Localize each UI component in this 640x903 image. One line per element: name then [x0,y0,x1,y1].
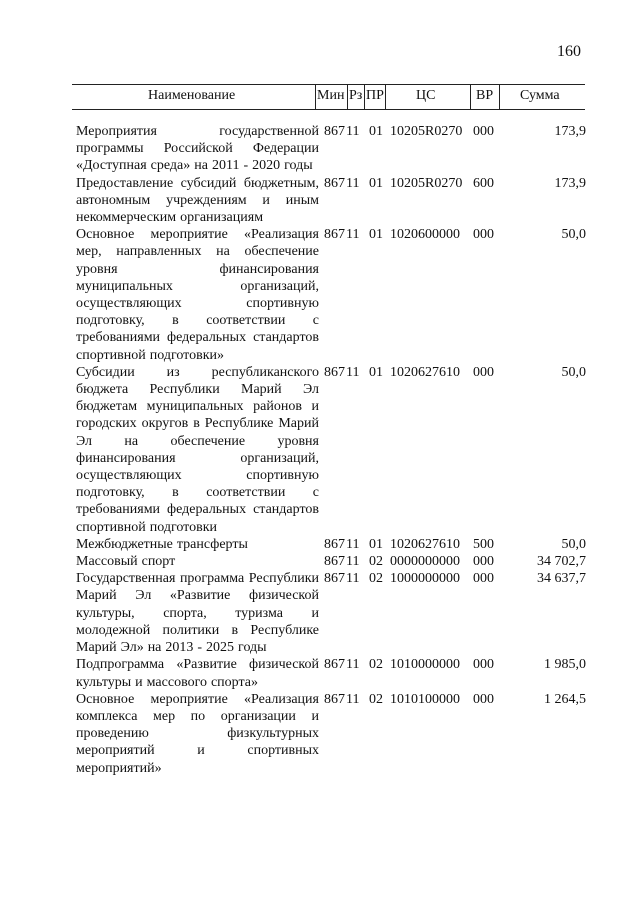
row-sum: 50,0 [561,227,586,243]
row-name: Основное мероприятие «Реализация комплекса мер по организации и проведению физкультурных мероприятий и спортивных мероприятий» [76,691,319,776]
header-vr: ВР [476,88,494,103]
row-min: 867 [324,571,345,587]
row-pr: 01 [369,536,383,552]
row-vr: 500 [473,536,494,552]
row-cs: 10205R0270 [390,175,463,191]
row-pr: 02 [369,571,383,587]
row-cs: 1010000000 [390,657,460,673]
row-name: Государственная программа Республики Марий Эл «Развитие физической культуры, спорта, туризма и молодежной политики в Республике Марий Эл» на 2013 - 2025 годы [76,571,319,656]
header-cs: ЦС [416,88,436,103]
header-sum: Сумма [520,88,560,103]
row-rz: 11 [346,175,360,191]
table-row [76,570,586,656]
table-row [76,175,586,227]
row-rz: 11 [346,536,360,552]
row-min: 867 [324,536,345,552]
row-rz: 11 [346,554,360,570]
row-min: 867 [324,175,345,191]
row-min: 867 [324,364,345,380]
row-cs: 1000000000 [390,571,460,587]
row-pr: 02 [369,657,383,673]
row-pr: 01 [369,175,383,191]
header-divider [364,84,365,110]
table-row [76,123,586,175]
row-pr: 02 [369,554,383,570]
row-vr: 000 [473,364,494,380]
row-pr: 01 [369,364,383,380]
row-sum: 1 985,0 [544,657,586,673]
row-pr: 01 [369,227,383,243]
row-rz: 11 [346,124,360,139]
row-name: Мероприятия государственной программы Российской Федерации «Доступная среда» на 2011 - 2020 годы [76,124,319,174]
row-sum: 50,0 [561,536,586,552]
page-number: 160 [557,43,581,60]
row-cs: 0000000000 [390,554,460,570]
row-name: Субсидии из республиканского бюджета Республики Марий Эл бюджетам муниципальных районов и городских округов в Республике Марий Эл на обеспечение уровня финансирования организаций, осуществляющих спортивную подготовку, в соответствии с требованиями федеральных стандартов спортивной подготовки [76,364,319,535]
row-vr: 600 [473,175,494,191]
row-vr: 000 [473,227,494,243]
row-name: Основное мероприятие «Реализация мер, направленных на обеспечение уровня финансирования муниципальных организаций, осуществляющих спортивную подготовку, в соответствии с требованиями федеральных стандартов спортивной подготовки» [76,227,319,363]
row-min: 867 [324,227,345,243]
row-cs: 1010100000 [390,691,460,707]
row-sum: 1 264,5 [544,691,586,707]
header-rz: Рз [349,88,363,103]
row-min: 867 [324,657,345,673]
row-pr: 02 [369,691,383,707]
row-rz: 11 [346,364,360,380]
header-bottom-rule [72,109,585,110]
row-rz: 11 [346,657,360,673]
row-min: 867 [324,691,345,707]
header-pr: ПР [366,88,384,103]
table-body [76,123,586,777]
row-cs: 1020627610 [390,536,460,552]
row-min: 867 [324,124,345,139]
row-vr: 000 [473,657,494,673]
header-divider [385,84,386,110]
table-row [76,226,586,364]
row-sum: 34 637,7 [537,571,586,587]
row-cs: 10205R0270 [390,124,463,139]
row-vr: 000 [473,691,494,707]
row-sum: 34 702,7 [537,554,586,570]
row-sum: 173,9 [554,124,586,139]
row-name: Подпрограмма «Развитие физической культуры и массового спорта» [76,657,319,690]
table-row [76,691,586,777]
row-pr: 01 [369,124,383,139]
table-row [76,536,586,553]
header-divider [347,84,348,110]
row-vr: 000 [473,571,494,587]
table-header [72,84,585,110]
row-sum: 173,9 [554,175,586,191]
header-divider [470,84,471,110]
table-row [76,656,586,690]
row-vr: 000 [473,124,494,139]
row-cs: 1020627610 [390,364,460,380]
table-row [76,553,586,570]
row-vr: 000 [473,554,494,570]
row-sum: 50,0 [561,364,586,380]
row-min: 867 [324,554,345,570]
row-rz: 11 [346,227,360,243]
header-divider [499,84,500,110]
row-name: Массовый спорт [76,554,176,570]
row-name: Межбюджетные трансферты [76,536,248,552]
header-name: Наименование [148,88,236,103]
header-divider [315,84,316,110]
row-cs: 1020600000 [390,227,460,243]
row-rz: 11 [346,691,360,707]
row-name: Предоставление субсидий бюджетным, автономным учреждениям и иным некоммерческим организациям [76,175,319,226]
header-top-rule [72,84,585,85]
row-rz: 11 [346,571,360,587]
header-min: Мин [317,88,345,103]
table-row [76,364,586,536]
